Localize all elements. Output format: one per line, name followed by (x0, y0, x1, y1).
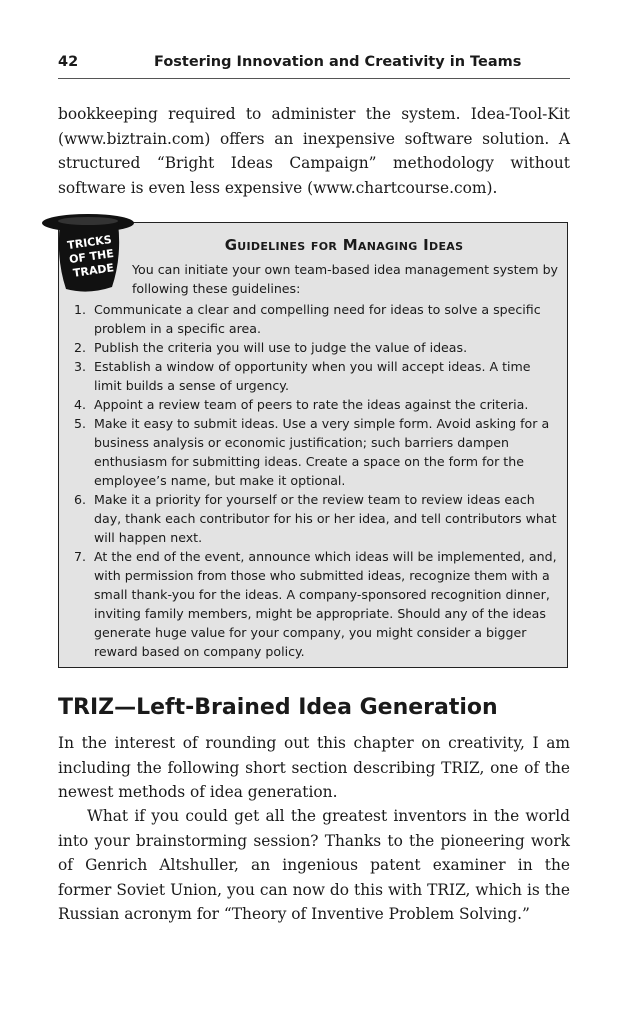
list-item-text: Publish the criteria you will use to judge the value of ideas. (94, 340, 468, 355)
body-paragraph: In the interest of rounding out this chapter on creativity, I am including the following short section describing TRIZ, one of the newest methods of idea generation. (58, 734, 570, 801)
list-item-text: Communicate a clear and compelling need for ideas to solve a specific problem in a specific area. (94, 302, 541, 336)
list-item-number: 5. (74, 416, 87, 431)
section-heading: TRIZ—Left-Brained Idea Generation (58, 695, 498, 720)
page-number: 42 (58, 54, 79, 70)
list-item (74, 300, 558, 338)
list-item (74, 357, 558, 395)
icon-text-line: TRICKS (66, 232, 113, 253)
list-item-number: 7. (74, 549, 87, 564)
list-item-number: 1. (74, 302, 87, 317)
running-header (58, 52, 570, 79)
list-item (74, 395, 558, 414)
guidelines-list (74, 300, 558, 661)
list-item (74, 547, 558, 661)
list-item-text: Establish a window of opportunity when you will accept ideas. A time limit builds a sense of urgency. (94, 359, 531, 393)
list-item-number: 4. (74, 397, 87, 412)
tricks-of-the-trade-hat-icon (40, 209, 136, 295)
body-paragraph: What if you could get all the greatest inventors in the world into your brainstorming session? Thanks to the pioneering work of Genrich Altshuller, an ingenious patent examiner in the former Soviet Union, you can now do this with TRIZ, which is the Russian acronym for “Theory of Inventive Problem Solving.” (58, 807, 570, 923)
running-title: Fostering Innovation and Creativity in Teams (154, 54, 522, 70)
intro-paragraph: bookkeeping required to administer the system. Idea-Tool-Kit (www.biztrain.com) offers an inexpensive software solution. A structured “Bright Ideas Campaign” methodology without software is even less expensive (www.chartcourse.com). (58, 105, 570, 197)
list-item (74, 338, 558, 357)
list-item-text: Appoint a review team of peers to rate the ideas against the criteria. (94, 397, 529, 412)
list-item-number: 3. (74, 359, 87, 374)
list-item (74, 414, 558, 490)
icon-text-line: TRADE (72, 261, 115, 280)
icon-text-line: OF THE (68, 246, 115, 267)
list-item-text: Make it a priority for yourself or the review team to review ideas each day, thank each contributor for his or her idea, and tell contributors what will happen next. (94, 492, 557, 545)
list-item-number: 2. (74, 340, 87, 355)
sidebar-title: Guidelines for Managing Ideas (224, 236, 464, 254)
list-item (74, 490, 558, 547)
sidebar-intro: You can initiate your own team-based idea management system by following these guidelines: (132, 262, 559, 296)
list-item-number: 6. (74, 492, 87, 507)
list-item-text: At the end of the event, announce which ideas will be implemented, and, with permission from those who submitted ideas, recognize them with a small thank-you for the ideas. A company-sponsored recognition dinner, inviting family members, might be appropriate. Should any of the ideas generate huge value for your company, you might consider a bigger reward based on company policy. (94, 549, 557, 659)
list-item-text: Make it easy to submit ideas. Use a very simple form. Avoid asking for a business analysis or economic justification; such barriers dampen enthusiasm for submitting ideas. Create a space on the form for the employee’s name, but make it optional. (94, 416, 550, 488)
